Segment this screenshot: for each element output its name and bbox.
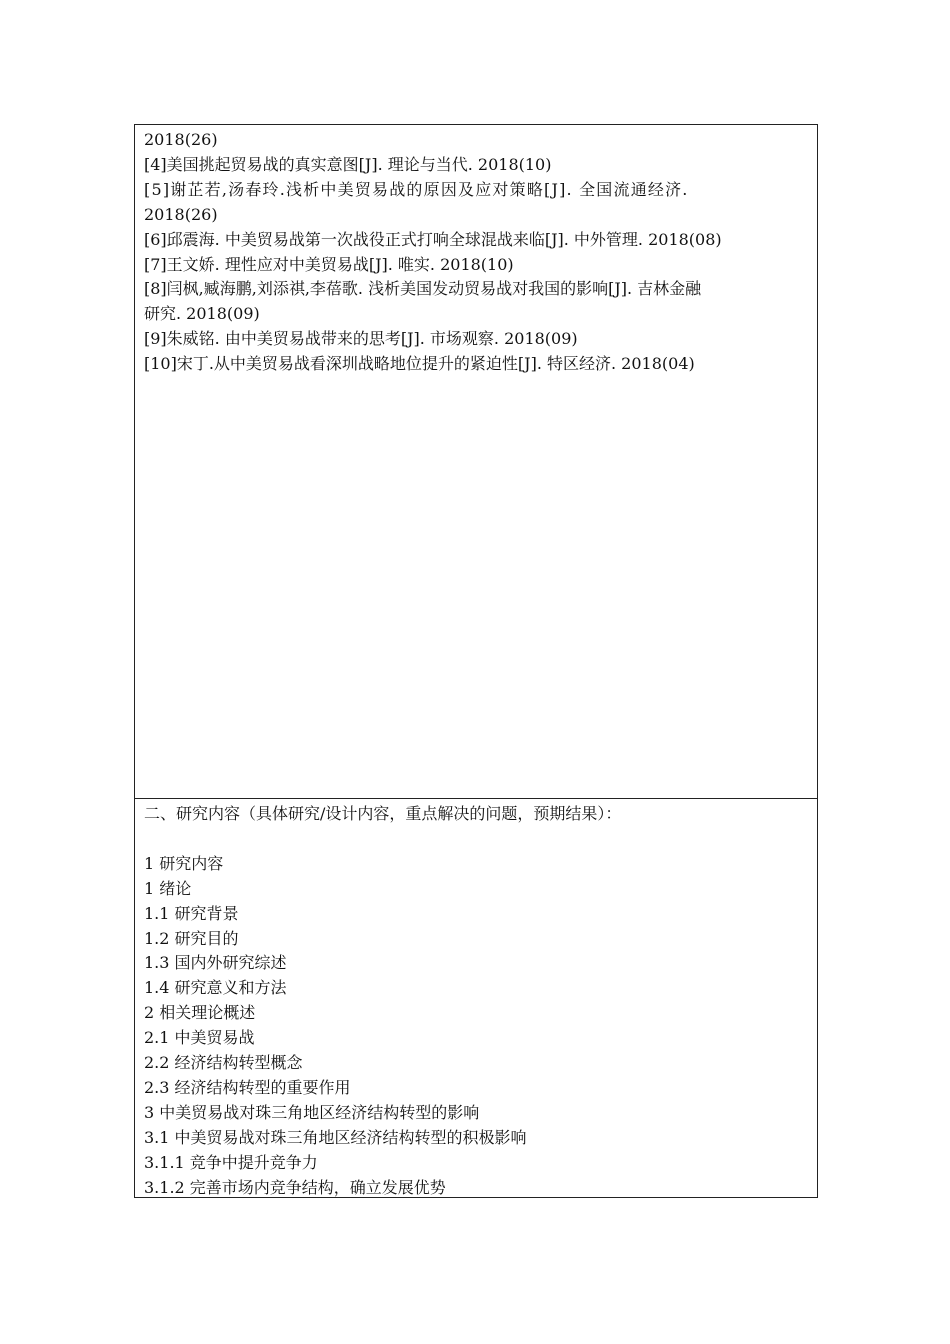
outline-item: 1.3 国内外研究综述 [144, 953, 287, 973]
blank-line [144, 827, 808, 852]
section-heading: 二、研究内容（具体研究/设计内容，重点解决的问题，预期结果）： [144, 804, 622, 823]
outline-item: 2.1 中美贸易战 [144, 1028, 255, 1048]
reference-line: [8]闫枫,臧海鹏,刘添祺,李蓓歌. 浅析美国发动贸易战对我国的影响[J]. 吉林金融 [144, 279, 702, 299]
outline-item: 3.1.1 竞争中提升竞争力 [144, 1152, 318, 1172]
reference-line: [6]邱震海. 中美贸易战第一次战役正式打响全球混战来临[J]. 中外管理. 2018(08) [144, 229, 722, 249]
reference-line: [9]朱威铭. 由中美贸易战带来的思考[J]. 市场观察. 2018(09) [144, 329, 578, 349]
outline-item: 2.3 经济结构转型的重要作用 [144, 1077, 351, 1097]
outline-item: 1.1 研究背景 [144, 903, 239, 923]
research-content-cell [135, 799, 817, 1197]
outline-item: 1.2 研究目的 [144, 928, 239, 948]
outline-item: 1 绪论 [144, 878, 192, 898]
outline-item: 1 研究内容 [144, 853, 224, 873]
outline-item: 1.4 研究意义和方法 [144, 978, 287, 998]
reference-line: [7]王文娇. 理性应对中美贸易战[J]. 唯实. 2018(10) [144, 254, 514, 274]
reference-line: 2018(26) [144, 204, 218, 224]
reference-line: [4]美国挑起贸易战的真实意图[J]. 理论与当代. 2018(10) [144, 154, 552, 174]
reference-line: [5]谢芷若,汤春玲.浅析中美贸易战的原因及应对策略[J]. 全国流通经济. [144, 179, 689, 199]
outline-item: 3.1.2 完善市场内竞争结构，确立发展优势 [144, 1177, 446, 1197]
reference-line: [10]宋丁.从中美贸易战看深圳战略地位提升的紧迫性[J]. 特区经济. 2018(04) [144, 354, 695, 374]
reference-line: 2018(26) [144, 130, 218, 149]
outline-item: 2.2 经济结构转型概念 [144, 1053, 303, 1073]
reference-line: 研究. 2018(09) [144, 304, 260, 324]
proposal-table [134, 124, 818, 1198]
outline-item: 3.1 中美贸易战对珠三角地区经济结构转型的积极影响 [144, 1127, 527, 1147]
outline-item: 2 相关理论概述 [144, 1003, 256, 1023]
references-cell [135, 125, 817, 799]
outline-item: 3 中美贸易战对珠三角地区经济结构转型的影响 [144, 1102, 480, 1122]
